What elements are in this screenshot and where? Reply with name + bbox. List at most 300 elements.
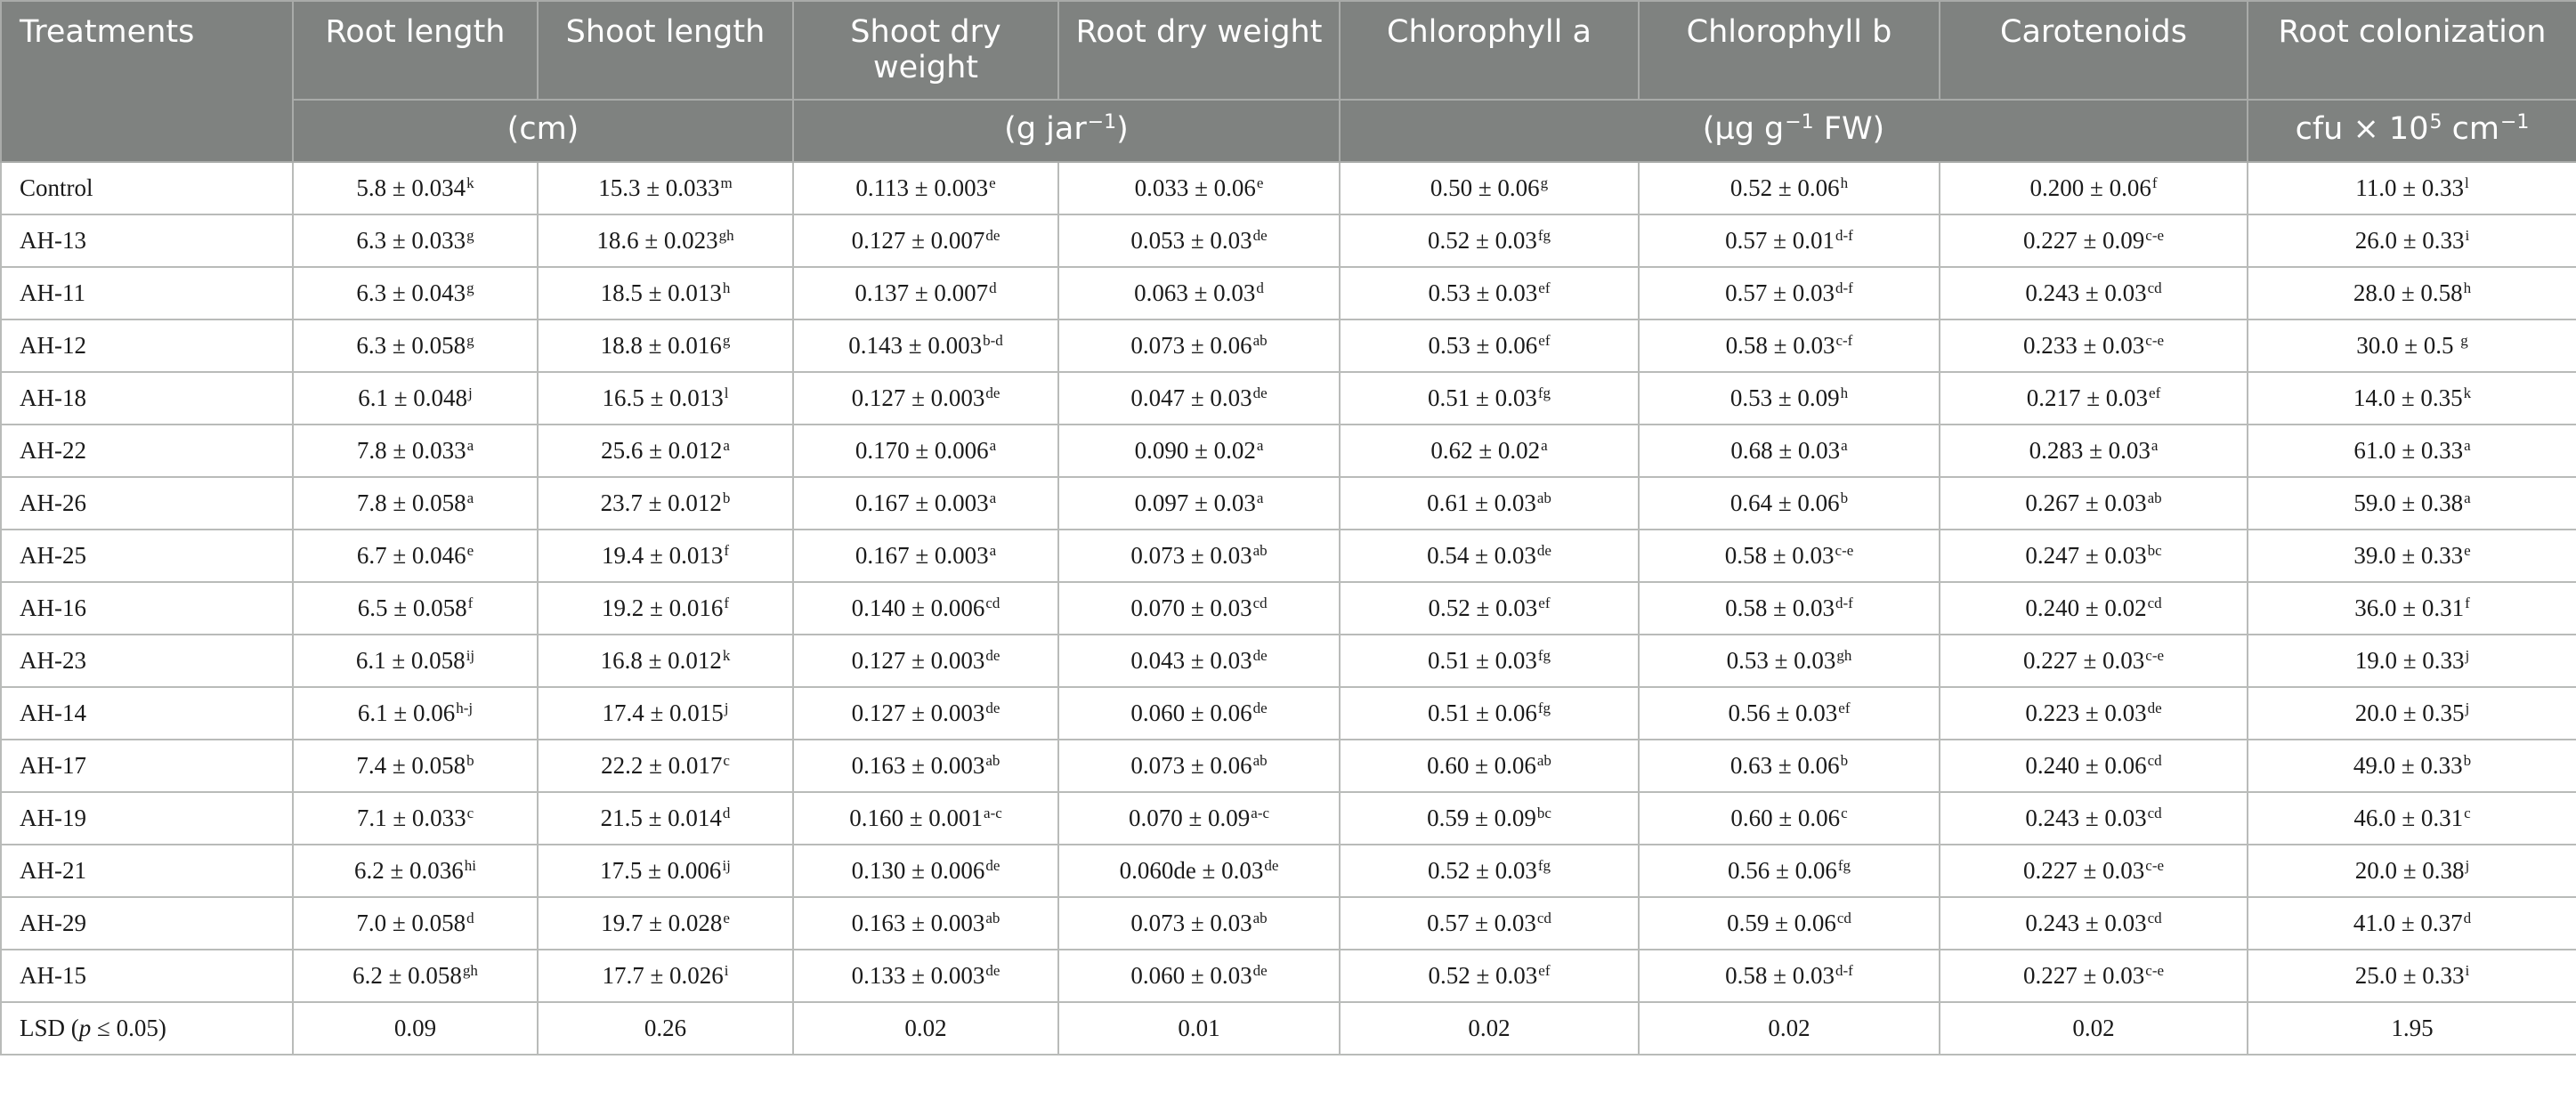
- cell-significance-letter: gh: [718, 227, 734, 244]
- cell-value: 6.2 ± 0.058: [352, 962, 462, 989]
- cell-value: 0.52 ± 0.03: [1428, 962, 1538, 989]
- cell-significance-letter: f: [724, 594, 729, 611]
- cell-value: 25.0 ± 0.33: [2354, 962, 2465, 989]
- cell-significance-letter: b: [1840, 489, 1849, 506]
- table-cell: [1058, 687, 1340, 740]
- cell-significance-letter: ab: [1252, 542, 1268, 559]
- cell-value: 6.7 ± 0.046: [356, 542, 466, 569]
- cell-value: 19.4 ± 0.013: [602, 542, 724, 569]
- cell-significance-letter: a: [2464, 437, 2471, 454]
- cell-significance-letter: j: [468, 384, 473, 401]
- table-cell: [1639, 530, 1940, 582]
- table-cell: [1340, 319, 1639, 372]
- table-cell: [1639, 425, 1940, 477]
- table-cell: [2248, 582, 2576, 635]
- table-cell: [1639, 319, 1940, 372]
- table-cell: [1940, 530, 2248, 582]
- cell-significance-letter: fg: [1537, 384, 1551, 401]
- table-row: [1, 635, 2576, 687]
- cell-significance-letter: ef: [1538, 594, 1551, 611]
- cell-value: 0.58 ± 0.03: [1725, 594, 1835, 621]
- cell-significance-letter: f: [2465, 594, 2470, 611]
- cell-value: 0.53 ± 0.09: [1729, 384, 1840, 411]
- cell-value: 0.58 ± 0.03: [1725, 962, 1835, 989]
- header-root-colonization: Root colonization: [2248, 1, 2576, 100]
- table-cell: [793, 372, 1058, 425]
- table-body: [1, 162, 2576, 1055]
- cell-significance-letter: ij: [466, 647, 475, 664]
- header-chlorophyll-b: Chlorophyll b: [1639, 1, 1940, 100]
- cell-value: 0.57 ± 0.03: [1725, 279, 1835, 306]
- cell-value: 0.033 ± 0.06: [1134, 174, 1256, 201]
- cell-significance-letter: a: [723, 437, 730, 454]
- table-cell: [1340, 425, 1639, 477]
- cell-value: 0.097 ± 0.03: [1134, 489, 1256, 516]
- cell-significance-letter: d-f: [1835, 962, 1853, 979]
- table-cell: [1940, 372, 2248, 425]
- table-cell: [293, 582, 538, 635]
- cell-value: 0.233 ± 0.03: [2022, 332, 2145, 359]
- cell-significance-letter: g: [2460, 332, 2468, 349]
- table-cell: [1058, 530, 1340, 582]
- cell-significance-letter: f: [724, 542, 729, 559]
- lsd-value: 0.02: [1940, 1002, 2248, 1055]
- cell-value: 0.217 ± 0.03: [2026, 384, 2149, 411]
- header-root-dry-weight: Root dry weight: [1058, 1, 1340, 100]
- header-shoot-length: Shoot length: [538, 1, 793, 100]
- table-cell: [793, 897, 1058, 950]
- cell-value: 0.053 ± 0.03: [1130, 227, 1252, 254]
- cell-significance-letter: m: [720, 174, 733, 191]
- table-cell: [538, 425, 793, 477]
- cell-significance-letter: c-e: [2145, 227, 2165, 244]
- table-cell: [2248, 477, 2576, 530]
- table-cell: [793, 792, 1058, 845]
- cell-value: 0.59 ± 0.09: [1427, 805, 1536, 831]
- cell-value: 0.137 ± 0.007: [855, 279, 989, 306]
- cell-significance-letter: a: [2151, 437, 2159, 454]
- cell-value: 0.073 ± 0.06: [1130, 752, 1252, 779]
- lsd-value: 0.26: [538, 1002, 793, 1055]
- cell-significance-letter: g: [466, 227, 474, 244]
- cell-significance-letter: de: [985, 647, 1000, 664]
- table-row: [1, 530, 2576, 582]
- table-cell: [293, 897, 538, 950]
- cell-value: 0.127 ± 0.003: [851, 700, 985, 726]
- table-cell: [293, 530, 538, 582]
- row-treatment-name: AH-15: [1, 950, 293, 1002]
- cell-value: 11.0 ± 0.33: [2355, 174, 2465, 201]
- cell-significance-letter: h-j: [456, 700, 474, 716]
- cell-significance-letter: b: [466, 752, 474, 769]
- cell-value: 6.3 ± 0.033: [356, 227, 466, 254]
- unit-length: (cm): [293, 100, 793, 162]
- cell-significance-letter: d-f: [1835, 227, 1853, 244]
- cell-significance-letter: ef: [1538, 279, 1551, 296]
- unit-colonization: cfu × $10^5$ $cm^{-1}$: [2248, 100, 2576, 162]
- table-cell: [1340, 372, 1639, 425]
- cell-value: 0.167 ± 0.003: [855, 489, 989, 516]
- cell-value: 19.0 ± 0.33: [2354, 647, 2465, 674]
- cell-significance-letter: i: [2465, 962, 2470, 979]
- table-cell: [1940, 582, 2248, 635]
- cell-value: 0.56 ± 0.06: [1728, 857, 1837, 884]
- cell-value: 6.2 ± 0.036: [353, 857, 464, 884]
- row-treatment-name: AH-16: [1, 582, 293, 635]
- cell-significance-letter: ab: [985, 910, 1000, 926]
- table-row: [1, 425, 2576, 477]
- cell-value: 6.5 ± 0.058: [357, 594, 467, 621]
- table-cell: [1058, 792, 1340, 845]
- table-row: [1, 687, 2576, 740]
- lsd-label: LSD (p ≤ 0.05): [1, 1002, 293, 1055]
- row-treatment-name: AH-23: [1, 635, 293, 687]
- row-treatment-name: AH-18: [1, 372, 293, 425]
- cell-significance-letter: ef: [2149, 384, 2161, 401]
- table-cell: [538, 319, 793, 372]
- table-cell: [538, 267, 793, 319]
- cell-significance-letter: a-c: [984, 805, 1002, 821]
- table-cell: [1058, 267, 1340, 319]
- table-cell: [2248, 214, 2576, 267]
- table-row: [1, 162, 2576, 214]
- table-cell: [1340, 582, 1639, 635]
- row-treatment-name: AH-29: [1, 897, 293, 950]
- cell-value: 0.68 ± 0.03: [1730, 437, 1841, 464]
- table-row: [1, 582, 2576, 635]
- table-cell: [2248, 425, 2576, 477]
- lsd-value: 0.09: [293, 1002, 538, 1055]
- unit-pigment: (µg $g^{-1}$ FW): [1340, 100, 2248, 162]
- unit-weight: (g jar$^{-1}$): [793, 100, 1340, 162]
- cell-value: 0.51 ± 0.03: [1428, 384, 1537, 411]
- cell-value: 16.5 ± 0.013: [602, 384, 724, 411]
- table-cell: [538, 897, 793, 950]
- table-cell: [538, 687, 793, 740]
- cell-significance-letter: de: [1264, 857, 1279, 874]
- cell-significance-letter: cd: [1836, 910, 1851, 926]
- table-cell: [793, 477, 1058, 530]
- cell-significance-letter: de: [1252, 384, 1268, 401]
- table-cell: [1340, 267, 1639, 319]
- table-cell: [1058, 214, 1340, 267]
- table-cell: [1639, 897, 1940, 950]
- cell-significance-letter: e: [466, 542, 474, 559]
- cell-value: 0.223 ± 0.03: [2025, 700, 2147, 726]
- table-cell: [1639, 372, 1940, 425]
- table-cell: [1639, 635, 1940, 687]
- cell-significance-letter: a: [466, 489, 474, 506]
- table-cell: [1058, 635, 1340, 687]
- table-cell: [1639, 582, 1940, 635]
- cell-significance-letter: de: [985, 384, 1000, 401]
- table-cell: [1340, 214, 1639, 267]
- table-cell: [293, 740, 538, 792]
- table-cell: [1340, 687, 1639, 740]
- cell-value: 16.8 ± 0.012: [600, 647, 722, 674]
- cell-significance-letter: a-c: [1251, 805, 1270, 821]
- table-cell: [1058, 319, 1340, 372]
- cell-value: 0.58 ± 0.03: [1724, 542, 1835, 569]
- cell-significance-letter: i: [724, 962, 729, 979]
- table-cell: [793, 319, 1058, 372]
- table-cell: [1340, 740, 1639, 792]
- lsd-value: 0.02: [1340, 1002, 1639, 1055]
- cell-value: 0.143 ± 0.003: [848, 332, 983, 359]
- table-cell: [1639, 477, 1940, 530]
- table-cell: [2248, 740, 2576, 792]
- cell-significance-letter: ab: [1252, 332, 1268, 349]
- cell-significance-letter: cd: [2147, 752, 2162, 769]
- cell-significance-letter: c: [2464, 805, 2471, 821]
- table-cell: [538, 792, 793, 845]
- cell-value: 59.0 ± 0.38: [2353, 489, 2464, 516]
- table-row: [1, 740, 2576, 792]
- table-cell: [793, 687, 1058, 740]
- cell-value: 61.0 ± 0.33: [2353, 437, 2464, 464]
- row-treatment-name: Control: [1, 162, 293, 214]
- table-cell: [293, 477, 538, 530]
- table-cell: [1940, 792, 2248, 845]
- cell-value: 7.8 ± 0.058: [356, 489, 466, 516]
- cell-value: 7.1 ± 0.033: [356, 805, 466, 831]
- table-cell: [793, 425, 1058, 477]
- cell-significance-letter: ef: [1838, 700, 1851, 716]
- cell-significance-letter: bc: [2147, 542, 2162, 559]
- cell-value: 0.57 ± 0.01: [1725, 227, 1835, 254]
- table-cell: [1639, 845, 1940, 897]
- cell-value: 23.7 ± 0.012: [600, 489, 722, 516]
- cell-significance-letter: a: [1256, 437, 1264, 454]
- row-treatment-name: AH-17: [1, 740, 293, 792]
- row-treatment-name: AH-12: [1, 319, 293, 372]
- cell-significance-letter: c: [723, 752, 730, 769]
- cell-significance-letter: i: [2465, 227, 2470, 244]
- table-cell: [1639, 687, 1940, 740]
- table-cell: [1639, 214, 1940, 267]
- table-cell: [1639, 792, 1940, 845]
- cell-value: 19.7 ± 0.028: [601, 910, 723, 936]
- cell-significance-letter: l: [724, 384, 729, 401]
- cell-significance-letter: c-e: [2145, 332, 2165, 349]
- table-cell: [1940, 635, 2248, 687]
- cell-significance-letter: fg: [1537, 647, 1551, 664]
- cell-value: 39.0 ± 0.33: [2353, 542, 2464, 569]
- cell-significance-letter: f: [2151, 174, 2158, 191]
- cell-significance-letter: cd: [1536, 910, 1551, 926]
- cell-value: 0.227 ± 0.03: [2022, 857, 2145, 884]
- cell-value: 0.53 ± 0.03: [1428, 279, 1538, 306]
- cell-value: 0.130 ± 0.006: [851, 857, 985, 884]
- cell-value: 0.54 ± 0.03: [1427, 542, 1536, 569]
- table-row: [1, 214, 2576, 267]
- cell-significance-letter: c: [466, 805, 474, 821]
- table-cell: [1940, 425, 2248, 477]
- table-cell: [793, 950, 1058, 1002]
- cell-significance-letter: ab: [985, 752, 1000, 769]
- cell-significance-letter: cd: [1252, 594, 1268, 611]
- cell-significance-letter: de: [985, 962, 1000, 979]
- cell-significance-letter: d: [2463, 910, 2472, 926]
- cell-value: 0.50 ± 0.06: [1430, 174, 1540, 201]
- cell-value: 0.227 ± 0.03: [2022, 962, 2145, 989]
- cell-value: 0.51 ± 0.06: [1428, 700, 1537, 726]
- cell-value: 0.127 ± 0.007: [851, 227, 985, 254]
- table-cell: [538, 635, 793, 687]
- cell-value: 0.227 ± 0.03: [2022, 647, 2145, 674]
- cell-significance-letter: a: [2464, 489, 2471, 506]
- cell-value: 0.060 ± 0.03: [1130, 962, 1252, 989]
- cell-significance-letter: de: [1252, 700, 1268, 716]
- cell-significance-letter: ab: [1536, 752, 1551, 769]
- lsd-value: 0.02: [1639, 1002, 1940, 1055]
- cell-significance-letter: h: [1840, 384, 1849, 401]
- cell-significance-letter: de: [1252, 227, 1268, 244]
- cell-significance-letter: c-e: [2145, 857, 2165, 874]
- table-cell: [793, 740, 1058, 792]
- row-treatment-name: AH-22: [1, 425, 293, 477]
- table-cell: [293, 267, 538, 319]
- table-cell: [293, 635, 538, 687]
- cell-significance-letter: g: [466, 332, 474, 349]
- cell-value: 6.1 ± 0.058: [355, 647, 466, 674]
- cell-value: 0.070 ± 0.09: [1128, 805, 1251, 831]
- cell-value: 0.247 ± 0.03: [2025, 542, 2147, 569]
- table-row: [1, 319, 2576, 372]
- cell-significance-letter: h: [1840, 174, 1849, 191]
- cell-significance-letter: f: [467, 594, 474, 611]
- cell-value: 41.0 ± 0.37: [2353, 910, 2463, 936]
- cell-significance-letter: a: [1256, 489, 1264, 506]
- cell-value: 0.57 ± 0.03: [1427, 910, 1536, 936]
- cell-significance-letter: j: [724, 700, 729, 716]
- table-cell: [1940, 319, 2248, 372]
- cell-significance-letter: cd: [2147, 594, 2162, 611]
- table-cell: [1940, 162, 2248, 214]
- cell-significance-letter: d: [1256, 279, 1264, 296]
- cell-significance-letter: de: [985, 700, 1000, 716]
- cell-value: 0.240 ± 0.02: [2025, 594, 2147, 621]
- cell-significance-letter: c-e: [1835, 542, 1854, 559]
- cell-value: 18.6 ± 0.023: [596, 227, 718, 254]
- cell-significance-letter: fg: [1837, 857, 1851, 874]
- cell-value: 0.56 ± 0.03: [1728, 700, 1838, 726]
- table-cell: [293, 845, 538, 897]
- table-cell: [793, 267, 1058, 319]
- header-root-length: Root length: [293, 1, 538, 100]
- table-cell: [793, 214, 1058, 267]
- cell-value: 0.047 ± 0.03: [1130, 384, 1252, 411]
- cell-value: 0.52 ± 0.03: [1428, 227, 1537, 254]
- cell-significance-letter: d-f: [1835, 279, 1853, 296]
- cell-significance-letter: de: [1252, 962, 1268, 979]
- table-cell: [1340, 477, 1639, 530]
- table-cell: [293, 372, 538, 425]
- cell-significance-letter: d: [722, 805, 731, 821]
- cell-significance-letter: c-e: [2145, 962, 2165, 979]
- cell-value: 25.6 ± 0.012: [601, 437, 723, 464]
- cell-value: 18.5 ± 0.013: [600, 279, 722, 306]
- table-cell: [1639, 740, 1940, 792]
- table-cell: [1058, 845, 1340, 897]
- table-cell: [293, 214, 538, 267]
- cell-value: 0.127 ± 0.003: [851, 647, 985, 674]
- cell-value: 0.63 ± 0.06: [1729, 752, 1840, 779]
- cell-value: 0.243 ± 0.03: [2025, 279, 2147, 306]
- lsd-value: 0.01: [1058, 1002, 1340, 1055]
- cell-significance-letter: c-e: [2145, 647, 2165, 664]
- cell-value: 22.2 ± 0.017: [601, 752, 723, 779]
- table-cell: [2248, 950, 2576, 1002]
- cell-significance-letter: gh: [462, 962, 478, 979]
- cell-value: 28.0 ± 0.58: [2353, 279, 2463, 306]
- table-row: [1, 267, 2576, 319]
- cell-value: 0.267 ± 0.03: [2025, 489, 2147, 516]
- table-cell: [1058, 582, 1340, 635]
- cell-value: 15.3 ± 0.033: [598, 174, 720, 201]
- cell-significance-letter: a: [989, 437, 997, 454]
- table-cell: [293, 162, 538, 214]
- table-row: [1, 477, 2576, 530]
- cell-value: 0.240 ± 0.06: [2025, 752, 2147, 779]
- cell-value: 0.060 ± 0.06: [1130, 700, 1252, 726]
- cell-value: 0.58 ± 0.03: [1725, 332, 1835, 359]
- cell-significance-letter: b: [2463, 752, 2472, 769]
- cell-value: 0.53 ± 0.03: [1726, 647, 1836, 674]
- cell-value: 0.51 ± 0.03: [1428, 647, 1537, 674]
- cell-significance-letter: ab: [1536, 489, 1551, 506]
- cell-value: 0.127 ± 0.003: [851, 384, 985, 411]
- cell-value: 0.64 ± 0.06: [1729, 489, 1840, 516]
- table-cell: [293, 319, 538, 372]
- table-cell: [538, 740, 793, 792]
- table-cell: [793, 530, 1058, 582]
- table-cell: [2248, 845, 2576, 897]
- table-cell: [793, 845, 1058, 897]
- cell-significance-letter: ab: [1252, 752, 1268, 769]
- table-cell: [1940, 897, 2248, 950]
- cell-value: 0.52 ± 0.03: [1428, 594, 1538, 621]
- cell-value: 30.0 ± 0.5: [2356, 332, 2460, 359]
- table-row: [1, 792, 2576, 845]
- cell-significance-letter: cd: [2147, 805, 2162, 821]
- row-treatment-name: AH-19: [1, 792, 293, 845]
- table-cell: [1340, 897, 1639, 950]
- table-cell: [2248, 897, 2576, 950]
- table-cell: [2248, 792, 2576, 845]
- cell-significance-letter: e: [2464, 542, 2471, 559]
- cell-significance-letter: fg: [1537, 227, 1551, 244]
- table-cell: [538, 950, 793, 1002]
- table-cell: [1058, 372, 1340, 425]
- cell-value: 0.53 ± 0.06: [1428, 332, 1538, 359]
- cell-significance-letter: ab: [1252, 910, 1268, 926]
- cell-value: 21.5 ± 0.014: [600, 805, 722, 831]
- table-cell: [293, 950, 538, 1002]
- cell-value: 0.200 ± 0.06: [2029, 174, 2151, 201]
- table-cell: [1940, 267, 2248, 319]
- cell-significance-letter: ij: [722, 857, 731, 874]
- table-cell: [293, 687, 538, 740]
- cell-significance-letter: b-d: [983, 332, 1003, 349]
- cell-value: 0.163 ± 0.003: [851, 752, 985, 779]
- cell-value: 20.0 ± 0.38: [2354, 857, 2465, 884]
- cell-significance-letter: h: [722, 279, 731, 296]
- cell-significance-letter: c: [1841, 805, 1848, 821]
- cell-value: 26.0 ± 0.33: [2354, 227, 2465, 254]
- cell-significance-letter: a: [1841, 437, 1848, 454]
- row-treatment-name: AH-21: [1, 845, 293, 897]
